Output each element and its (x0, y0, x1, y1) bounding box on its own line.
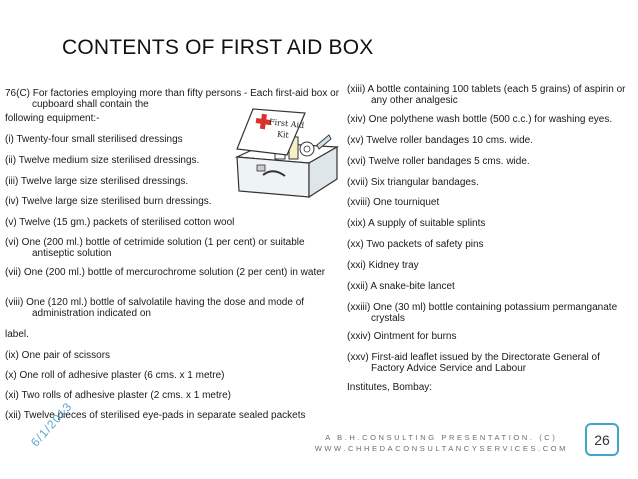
footer-line-2: WWW.CHHEDACONSULTANCYSERVICES.COM (314, 444, 568, 453)
list-item: (xi) Two rolls of adhesive plaster (2 cms. x 1 metre) (5, 390, 231, 401)
list-item: (ii) Twelve medium size sterilised dressings. (5, 155, 200, 166)
list-item: Institutes, Bombay: (347, 382, 433, 393)
list-item: (viii) One (120 ml.) bottle of salvolatile having the dose and mode of administration indicated on (5, 297, 305, 319)
list-item: (vi) One (200 ml.) bottle of cetrimide solution (1 per cent) or suitable antiseptic solution (5, 237, 305, 259)
list-item: 76(C) For factories employing more than fifty persons - Each first-aid box or cupboard shall contain the (5, 88, 340, 110)
list-item: (xii) Twelve pieces of sterilised eye-pads in separate sealed packets (5, 410, 306, 421)
list-item: (xvi) Twelve roller bandages 5 cms. wide. (347, 156, 530, 167)
list-item: (xxi) Kidney tray (347, 260, 419, 271)
list-item: (xxv) First-aid leaflet issued by the Directorate General of Factory Advice Service and Labour (347, 352, 600, 374)
list-item: (xix) A supply of suitable splints (347, 218, 486, 229)
footer (315, 432, 568, 454)
first-aid-kit-icon (227, 105, 345, 205)
list-item: (v) Twelve (15 gm.) packets of sterilised cotton wool (5, 217, 235, 228)
list-item: (xxii) A snake-bite lancet (347, 281, 455, 292)
list-item: (xxiii) One (30 ml) bottle containing potassium permanganate crystals (347, 302, 618, 324)
list-item: (xx) Two packets of safety pins (347, 239, 484, 250)
list-item: (i) Twenty-four small sterilised dressings (5, 134, 183, 145)
list-item: (iii) Twelve large size sterilised dressings. (5, 176, 189, 187)
page-number: 26 (594, 431, 610, 448)
list-item: (vii) One (200 ml.) bottle of mercurochrome solution (2 per cent) in water (5, 267, 326, 278)
list-item: (ix) One pair of scissors (5, 350, 111, 361)
list-item: (xv) Twelve roller bandages 10 cms. wide. (347, 135, 534, 146)
list-item: (xxiv) Ointment for burns (347, 331, 457, 342)
list-item: (iv) Twelve large size sterilised burn dressings. (5, 196, 212, 207)
footer-line-1: A B.H.CONSULTING PRESENTATION. (C) (325, 433, 558, 442)
lid-text-2: Kit (276, 129, 290, 140)
page-number-badge (585, 423, 619, 456)
list-item: (xvii) Six triangular bandages. (347, 177, 479, 188)
list-item: (xiii) A bottle containing 100 tablets (each 5 grains) of aspirin or any other analgesic (347, 84, 626, 106)
list-item: following equipment:- (5, 113, 100, 124)
list-item: label. (5, 329, 29, 340)
lid-text-1: First Aid (268, 117, 305, 131)
slide-date: 6/1/2013 (28, 399, 76, 450)
list-item: (x) One roll of adhesive plaster (6 cms. x 1 metre) (5, 370, 225, 381)
list-item: (xviii) One tourniquet (347, 197, 440, 208)
list-item: (xiv) One polythene wash bottle (500 c.c.) for washing eyes. (347, 114, 613, 125)
slide-title: CONTENTS OF FIRST AID BOX (62, 36, 374, 59)
